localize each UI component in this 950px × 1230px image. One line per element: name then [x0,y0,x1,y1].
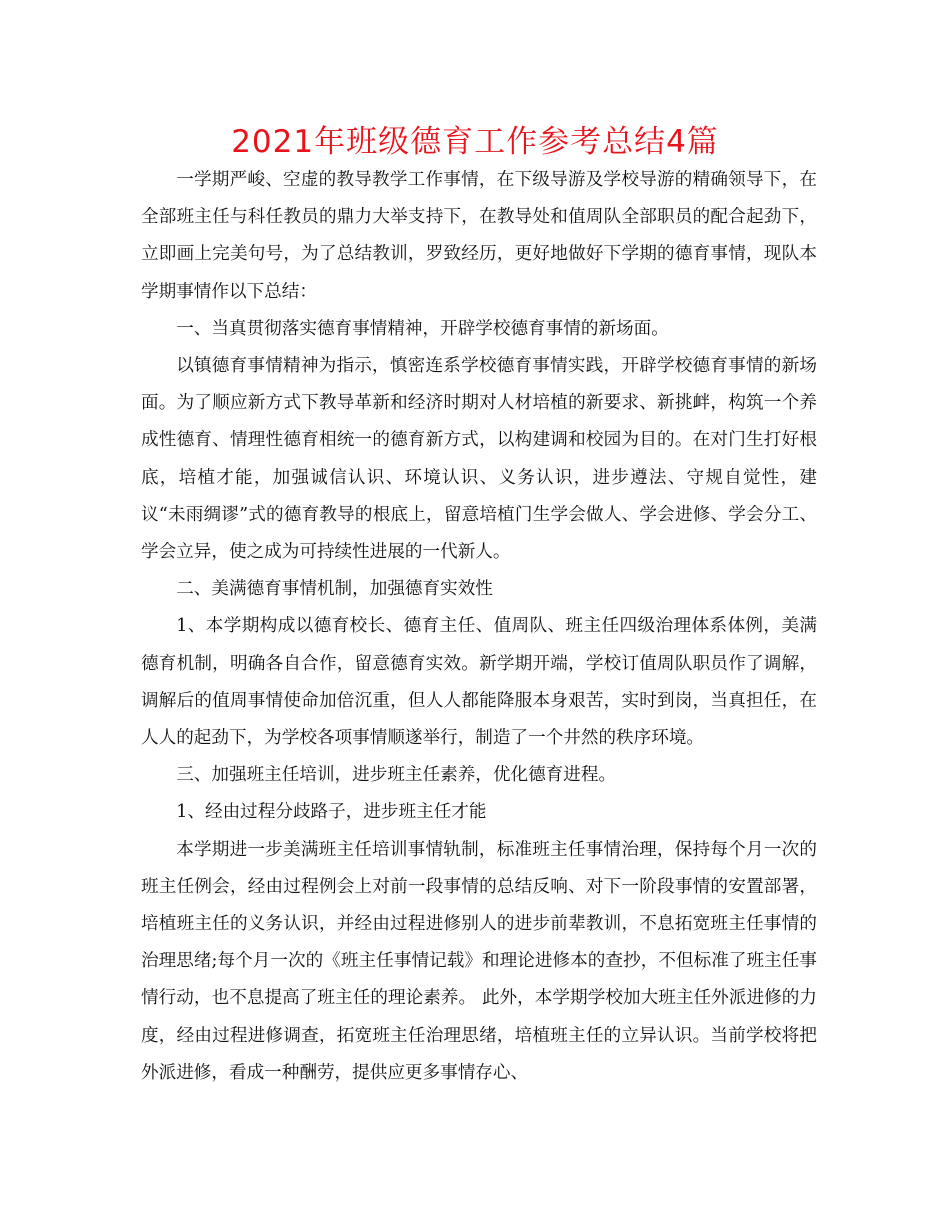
subheading-3-1: 1、经由过程分歧路子，进步班主任才能 [176,802,487,823]
paragraph-section-2-item-1: 1、本学期构成以德育校长、德育主任、值周队、班主任四级治理体系体例，美满德育机制，明确各自合作，留意德育实效。新学期开端，学校订值周队职员作了调解，调解后的值周事情使命加倍沉重，但人人都能降服本身艰苦，实时到岗，当真担任，在人人的起劲下，为学校各项事情顺遂举行，制造了一个井然的秩序环境。 [141,616,817,749]
document-title: 2021年班级德育工作参考总结4篇 [231,124,719,160]
section-heading-3: 三、加强班主任培训，进步班主任素养，优化德育进程。 [176,765,617,786]
paragraph-section-1: 以镇德育事情精神为指示，慎密连系学校德育事情实践，开辟学校德育事情的新场面。为了顺应新方式下教导革新和经济时期对人材培植的新要求、新挑衅，构筑一个养成性德育、情理性德育相统一的德育新方式，以构建调和校园为目的。在对门生打好根底，培植才能，加强诚信认识、环境认识、义务认识，进步遵法、守规自觉性，建议“未雨绸谬”式的德育教导的根底上，留意培植门生学会做人、学会进修、学会分工、学会立异，使之成为可持续性进展的一代新人。 [141,356,817,563]
section-heading-2: 二、美满德育事情机制，加强德育实效性 [176,579,493,600]
paragraph-section-3: 本学期进一步美满班主任培训事情轨制，标准班主任事情治理，保持每个月一次的班主任例会，经由过程例会上对前一段事情的总结反响、对下一阶段事情的安置部署，培植班主任的义务认识，并经由过程进修别人的进步前辈教训，不息拓宽班主任事情的治理思绪;每个月一次的《班主任事情记载》和理论进修本的查抄，不但标准了班主任事情行动，也不息提高了班主任的理论素养。 此外，本学期学校加大班主任外派进修的力度，经由过程进修调查，拓宽班主任治理思绪，培植班主任的立异认识。当前学校将把外派进修，看成一种酬劳，提供应更多事情存心、 [141,839,817,1083]
section-heading-1: 一、当真贯彻落实德育事情精神，开辟学校德育事情的新场面。 [176,318,669,339]
paragraph-intro: 一学期严峻、空虚的教导教学工作事情，在下级导游及学校导游的精确领导下，在全部班主任与科任教员的鼎力大举支持下，在教导处和值周队全部职员的配合起劲下，立即画上完美句号，为了总结教训，罗致经历，更好地做好下学期的德育事情，现队本学期事情作以下总结： [141,170,817,302]
document-body [141,162,817,1092]
